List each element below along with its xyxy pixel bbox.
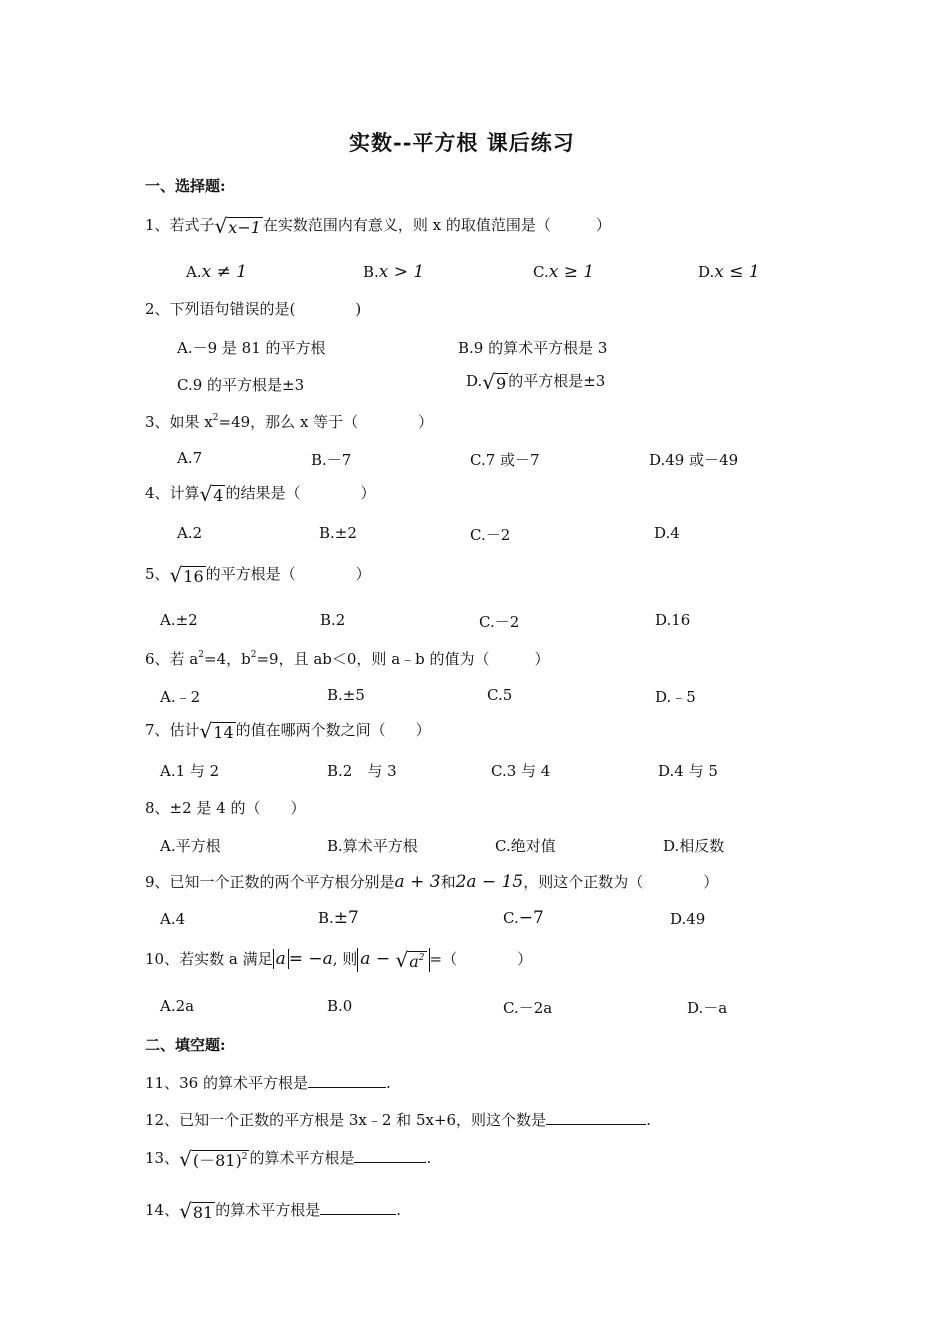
q9-option-b: B.±7 <box>318 908 359 928</box>
answer-blank <box>320 1200 396 1215</box>
answer-blank <box>308 1073 386 1088</box>
q6-option-a: A.﹣2 <box>160 688 201 706</box>
q6-option-c: C.5 <box>487 686 513 704</box>
question-14: 14、√81 的算术平方根是 . <box>145 1199 401 1223</box>
q7-option-d: D.4 与 5 <box>658 762 718 780</box>
q6-option-b: B.±5 <box>327 686 365 704</box>
question-2: 2、下列语句错误的是( ) <box>145 300 362 318</box>
q10-option-d: D.－a <box>687 999 728 1017</box>
section-multiple-choice: 一、选择题: <box>145 177 226 195</box>
q2-option-b: B.9 的算术平方根是 3 <box>458 339 608 357</box>
q5-option-c: C.－2 <box>479 613 520 631</box>
question-1: 1、若式子√x−1 在实数范围内有意义，则 x 的取值范围是（ ） <box>145 214 611 238</box>
q8-option-b: B.算术平方根 <box>327 837 418 855</box>
sqrt-expression: √x−1 <box>214 214 261 238</box>
q6-option-d: D.﹣5 <box>655 688 696 706</box>
q7-option-b: B.2 与 3 <box>327 762 397 780</box>
question-4: 4、计算√4 的结果是（ ） <box>145 482 376 506</box>
question-6: 6、若 $a^2=4$，$b^2=9$，且 ab＜0，则 a﹣b 的值为（ ） <box>145 650 550 668</box>
q4-option-c: C.－2 <box>470 526 511 544</box>
q3-option-a: A.7 <box>177 449 203 467</box>
q3-option-b: B.－7 <box>311 451 352 469</box>
absolute-value-expression: $a - √a^2$ <box>357 948 429 972</box>
question-3: 3、如果 $x^2=49$，那么 x 等于（ ） <box>145 413 434 431</box>
q8-option-c: C.绝对值 <box>495 837 556 855</box>
q3-option-d: D.49 或－49 <box>649 451 739 469</box>
question-7: 7、估计√14 的值在哪两个数之间（ ） <box>145 719 431 743</box>
question-9: 9、已知一个正数的两个平方根分别是a + 3和2a − 15，则这个正数为（ ） <box>145 872 719 892</box>
page-title: 实数--平方根 课后练习 <box>349 130 575 155</box>
answer-blank <box>546 1110 646 1125</box>
question-8: 8、±2 是 4 的（ ） <box>145 799 306 817</box>
question-5: 5、√16 的平方根是（ ） <box>145 563 371 587</box>
q9-option-a: A.4 <box>160 910 186 928</box>
question-11: 11、36 的算术平方根是 . <box>145 1074 391 1092</box>
q1-option-c: C.x ≥ 1 <box>533 262 595 282</box>
q2-option-d: D.√9 的平方根是±3 <box>466 370 606 394</box>
q1-option-b: B.x > 1 <box>363 262 425 282</box>
q1-option-d: D.x ≤ 1 <box>698 262 760 282</box>
q10-option-a: A.2a <box>160 997 195 1015</box>
q9-option-d: D.49 <box>670 910 706 928</box>
q4-option-d: D.4 <box>654 524 680 542</box>
q2-option-a: A.－9 是 81 的平方根 <box>177 339 326 357</box>
section-fill-in: 二、填空题: <box>145 1036 226 1054</box>
q10-option-b: B.0 <box>327 997 353 1015</box>
q4-option-a: A.2 <box>177 524 203 542</box>
question-10: 10、若实数 a 满足 a = −a, 则 $a - √a^2$ =（ ） <box>145 948 533 972</box>
q8-option-d: D.相反数 <box>663 837 725 855</box>
question-13: 13、$√(-81)^2$ 的算术平方根是 . <box>145 1147 432 1171</box>
q9-option-c: C.−7 <box>503 908 544 928</box>
q1-option-a: A.x ≠ 1 <box>186 262 248 282</box>
q5-option-b: B.2 <box>320 611 346 629</box>
absolute-value: a <box>273 949 289 969</box>
q5-option-a: A.±2 <box>160 611 198 629</box>
q5-option-d: D.16 <box>655 611 691 629</box>
question-12: 12、已知一个正数的平方根是 3x﹣2 和 5x+6，则这个数是 . <box>145 1111 651 1129</box>
q7-option-a: A.1 与 2 <box>160 762 220 780</box>
q3-option-c: C.7 或－7 <box>470 451 540 469</box>
q10-option-c: C.－2a <box>503 999 553 1017</box>
answer-blank <box>354 1148 426 1163</box>
q4-option-b: B.±2 <box>319 524 357 542</box>
q7-option-c: C.3 与 4 <box>491 762 551 780</box>
q2-option-c: C.9 的平方根是±3 <box>177 376 305 394</box>
q8-option-a: A.平方根 <box>160 837 221 855</box>
